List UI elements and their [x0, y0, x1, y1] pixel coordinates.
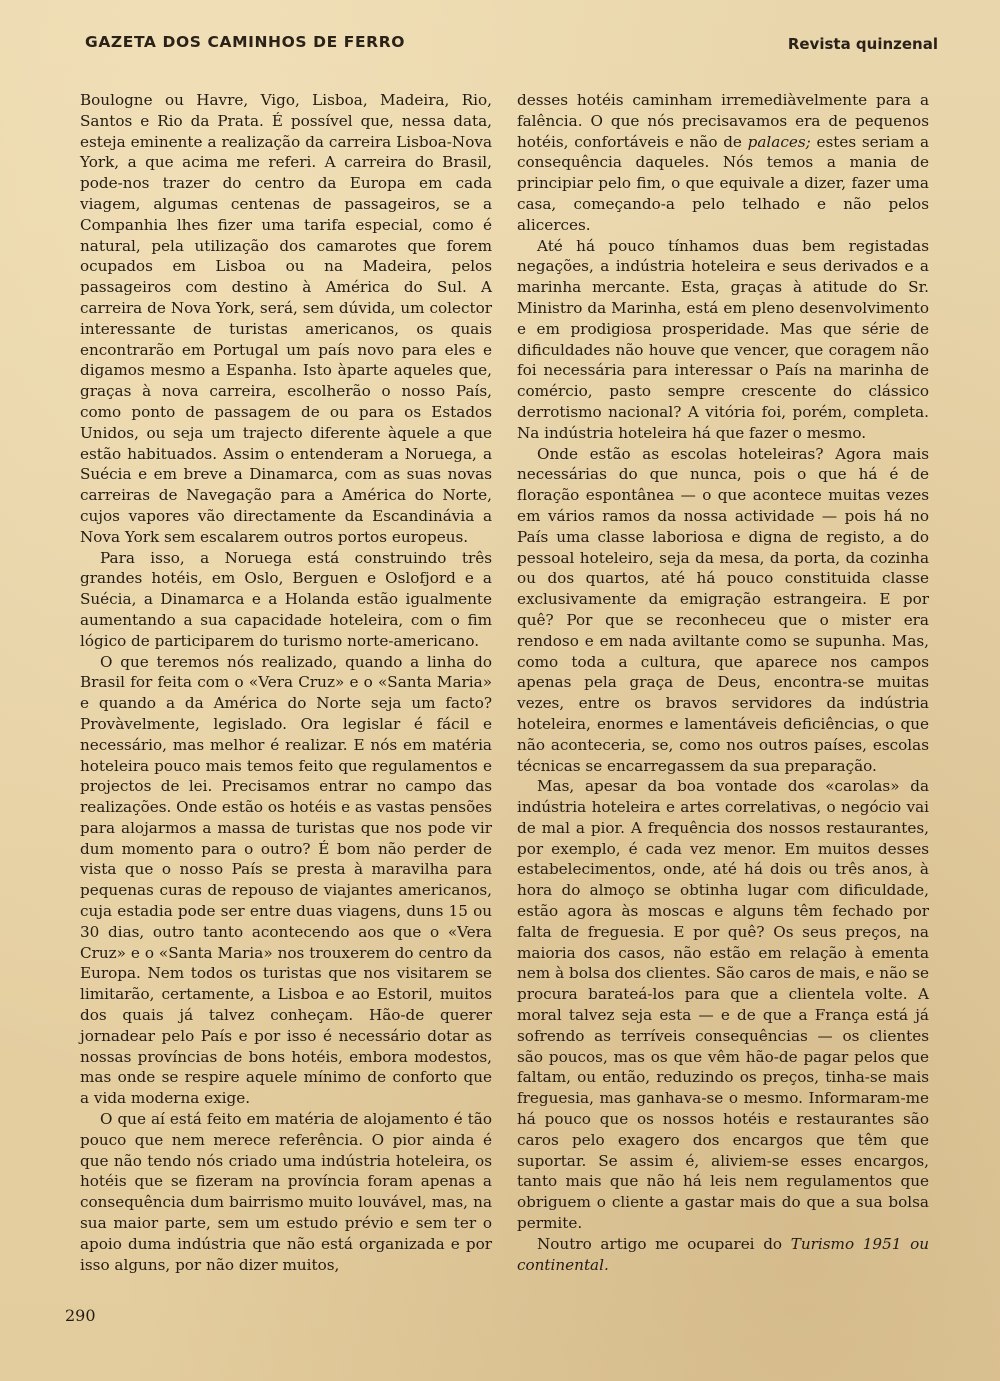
paragraph: Boulogne ou Havre, Vigo, Lisboa, Madeira, Rio, Santos e Rio da Prata. É possível que, nessa data, esteja eminente a realização da carreira Lisboa-Nova York, a que acima me referi. A carreira do Brasil, pode-nos trazer do centro da Europa em cada viagem, algumas centenas de passageiros, se a Companhia lhes fizer uma tarifa especial, como é natural, pela utilização dos camarotes que forem ocupados em Lisboa ou na Madeira, pelos passageiros com destino à América do Sul. A carreira de Nova York, será, sem dúvida, um colector interessante de turistas americanos, os quais encontrarão em Portugal um país novo para eles e digamos mesmo a Espanha. Isto àparte aqueles que, graças à nova carreira, escolherão o nosso País, como ponto de passagem de ou para os Estados Unidos, ou seja um trajecto diferente àquele a que estão habituados. Assim o entenderam a Noruega, a Suécia e em breve a Dinamarca, com as suas novas carreiras de Navegação para a América do Norte, cujos vapores vão directamente da Escandinávia a Nova York sem escalarem outros portos europeus.	[80, 91, 492, 546]
italic-term: palaces;	[747, 132, 811, 151]
text-run: desses hotéis caminham irremediàvelmente para a falência. O que nós precisavamos era de pequenos hotéis, confortáveis e não de	[517, 91, 929, 151]
text-run: Noutro artigo me ocuparei do	[537, 1234, 783, 1253]
paragraph: Mas, apesar da boa vontade dos «carolas» da indústria hoteleira e artes correlativas, o negócio vai de mal a pior. A frequência dos nossos restaurantes, por exemplo, é cada vez menor. Em muitos desses estabelecimentos, onde, até há dois ou três anos, à hora do almoço se obtinha lugar com dificuldade, estão agora às moscas e alguns têm fechado por falta de freguesia. E por quê? Os seus preços, na maioria dos casos, não estão em relação à ementa nem à bolsa dos clientes. São caros de mais, e não se procura barateá-los para que a clientela volte. A moral talvez seja esta — e de que a França está já sofrendo as terríveis consequências — os clientes são poucos, mas os que vêm hão-de pagar pelos que faltam, ou então, reduzindo os preços, tinha-se mais freguesia, mas ganhava-se o mesmo. Informaram-me há pouco que os nossos hotéis e restaurantes são caros pelo exagero dos encargos que têm que suportar. Se assim é, aliviem-se esses encargos, tanto mais que não há leis nem regulamentos que obriguem o cliente a gastar mais do que a sua bolsa permite.	[517, 777, 929, 1233]
page-number: 290	[65, 1306, 96, 1325]
right-column	[517, 90, 929, 1275]
section-label: Revista quinzenal	[787, 35, 938, 53]
italic-title: Turismo 1951 ou continental.	[517, 1234, 929, 1274]
paragraph: Onde estão as escolas hoteleiras? Agora mais necessárias do que nunca, pois o que há é de floração espontânea — o que acontece muitas vezes em vários ramos da nossa actividade — pois há no País uma classe laboriosa e digna de registo, a do pessoal hoteleiro, seja da mesa, da porta, da cozinha ou dos quartos, até há pouco constituida classe exclusivamente da emigração estrangeira. E por quê? Por que se reconheceu que o mister era rendoso e em nada aviltante como se supunha. Mas, como toda a cultura, que aparece nos campos apenas pela graça de Deus, encontra-se muitas vezes, entre os bravos servidores da indústria hoteleira, enormes e lamentáveis deficiências, o que não aconteceria, se, como nos outros países, escolas técnicas se encarregassem da sua preparação.	[517, 444, 929, 775]
publication-title: GAZETA DOS CAMINHOS DE FERRO	[85, 33, 406, 51]
paragraph: Até há pouco tínhamos duas bem registadas negações, a indústria hoteleira e seus derivados e a marinha mercante. Esta, graças à atitude do Sr. Ministro da Marinha, está em pleno desenvolvimento e em prodigiosa prosperidade. Mas que série de dificuldades não houve que vencer, que coragem não foi necessária para interessar o País na marinha de comércio, pasto sempre crescente do clássico derrotismo nacional? A vitória foi, porém, completa. Na indústria hoteleira há que fazer o mesmo.	[517, 236, 929, 442]
paragraph: Para isso, a Noruega está construindo três grandes hotéis, em Oslo, Berguen e Oslofjord e a Suécia, a Dinamarca e a Holanda estão igualmente aumentando a sua capacidade hoteleira, com o fim lógico de participarem do turismo norte-americano.	[80, 548, 492, 650]
left-column	[80, 90, 492, 1275]
paragraph	[517, 1234, 929, 1276]
paragraph: O que aí está feito em matéria de alojamento é tão pouco que nem merece referência. O pior ainda é que não tendo nós criado uma indústria hoteleira, os hotéis que se fizeram na província foram apenas a consequência dum bairrismo muito louvável, mas, na sua maior parte, sem um estudo prévio e sem ter o apoio duma indústria que não está organizada e por isso alguns, por não dizer muitos,	[80, 1110, 492, 1274]
text-run: estes seriam a consequência daqueles. Nós temos a mania de principiar pelo fim, o que equivale a dizer, fazer uma casa, começando-a pelo telhado e não pelos alicerces.	[517, 132, 930, 234]
paragraph: O que teremos nós realizado, quando a linha do Brasil for feita com o «Vera Cruz» e o «Santa Maria» e quando a da América do Norte seja um facto? Provàvelmente, legislado. Ora legislar é fácil e necessário, mas melhor é realizar. E nós em matéria hoteleira pouco mais temos feito que regulamentos e projectos de lei. Precisamos entrar no campo das realizações. Onde estão os hotéis e as vastas pensões para alojarmos a massa de turistas que nos pode vir dum momento para o outro? É bom não perder de vista que o nosso País se presta à maravilha para pequenas curas de repouso de viajantes americanos, cuja estadia pode ser entre duas viagens, duns 15 ou 30 dias, outro tanto acontecendo aos que o «Vera Cruz» e o «Santa Maria» nos trouxerem do centro da Europa. Nem todos os turistas que nos visitarem se limitarão, certamente, a Lisboa e ao Estoril, muitos dos quais já talvez conheçam. Hão-de querer jornadear pelo País e por isso é necessário dotar as nossas províncias de bons hotéis, embora modestos, mas onde se respire aquele mínimo de conforto que a vida moderna exige.	[80, 652, 493, 1108]
paragraph	[517, 90, 929, 236]
